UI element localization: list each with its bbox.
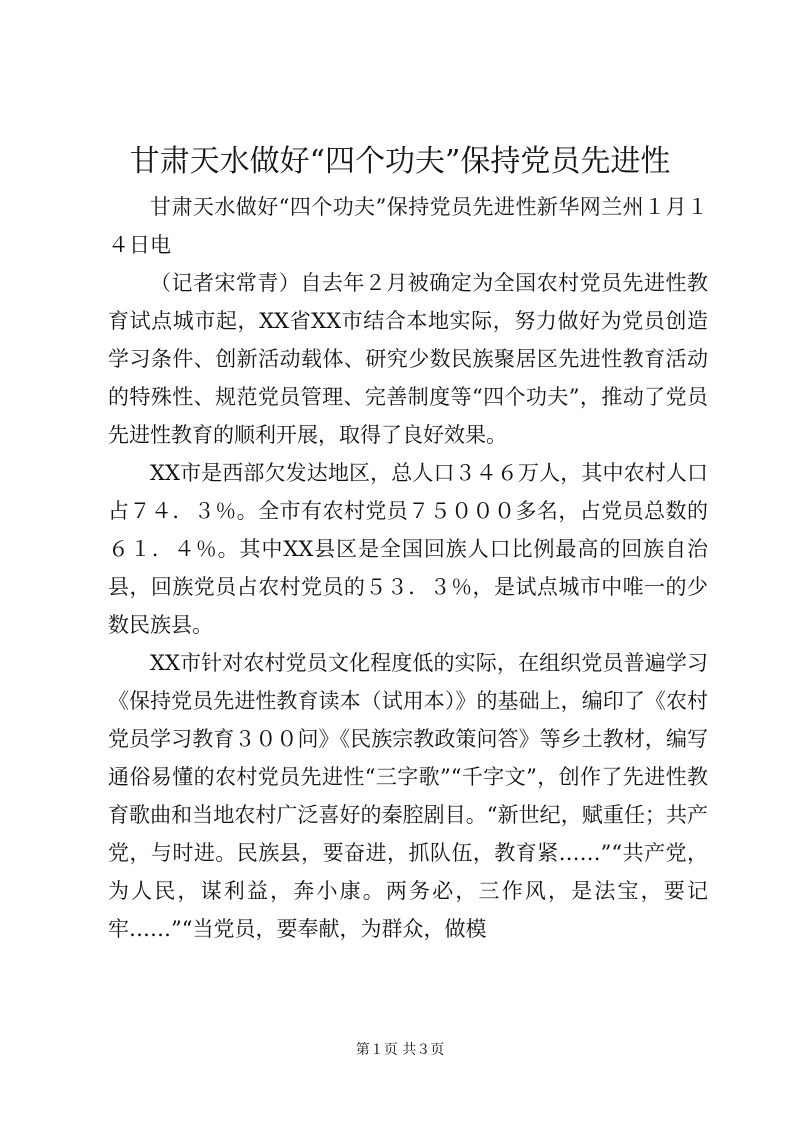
paragraph-intro: （记者宋常青）自去年２月被确定为全国农村党员先进性教育试点城市起，XX省XX市结合本地实际，努力做好为党员创造学习条件、创新活动载体、研究少数民族聚居区先进性教育活动的特殊性、规范党员管理、完善制度等“四个功夫”，推动了党员先进性教育的顺利开展，取得了良好效果。	[108, 271, 708, 447]
document-body	[108, 188, 708, 948]
paragraph-dateline: 甘肃天水做好“四个功夫”保持党员先进性新华网兰州１月１４日电	[108, 195, 708, 257]
page-footer: 第１页 共３页	[355, 1042, 445, 1058]
paragraph-statistics: XX市是西部欠发达地区，总人口３４６万人，其中农村人口占７４．３％。全市有农村党员７５０００多名，占党员总数的６１．４％。其中XX县区是全国回族人口比例最高的回族自治县，回族党员占农村党员的５３．３％，是试点城市中唯一的少数民族县。	[108, 461, 708, 637]
paragraph-study-materials: XX市针对农村党员文化程度低的实际，在组织党员普遍学习《保持党员先进性教育读本（试用本）》的基础上，编印了《农村党员学习教育３００问》《民族宗教政策问答》等乡土教材，编写通俗易懂的农村党员先进性“三字歌”“千字文”，创作了先进性教育歌曲和当地农村广泛喜好的秦腔剧目。“新世纪，赋重任；共产党，与时进。民族县，要奋进，抓队伍，教育紧……”“共产党，为人民，谋利益，奔小康。两务必，三作风，是法宝，要记牢……”“当党员，要奉献，为群众，做模	[108, 651, 708, 941]
document-title: 甘肃天水做好“四个功夫”保持党员先进性	[129, 144, 671, 179]
